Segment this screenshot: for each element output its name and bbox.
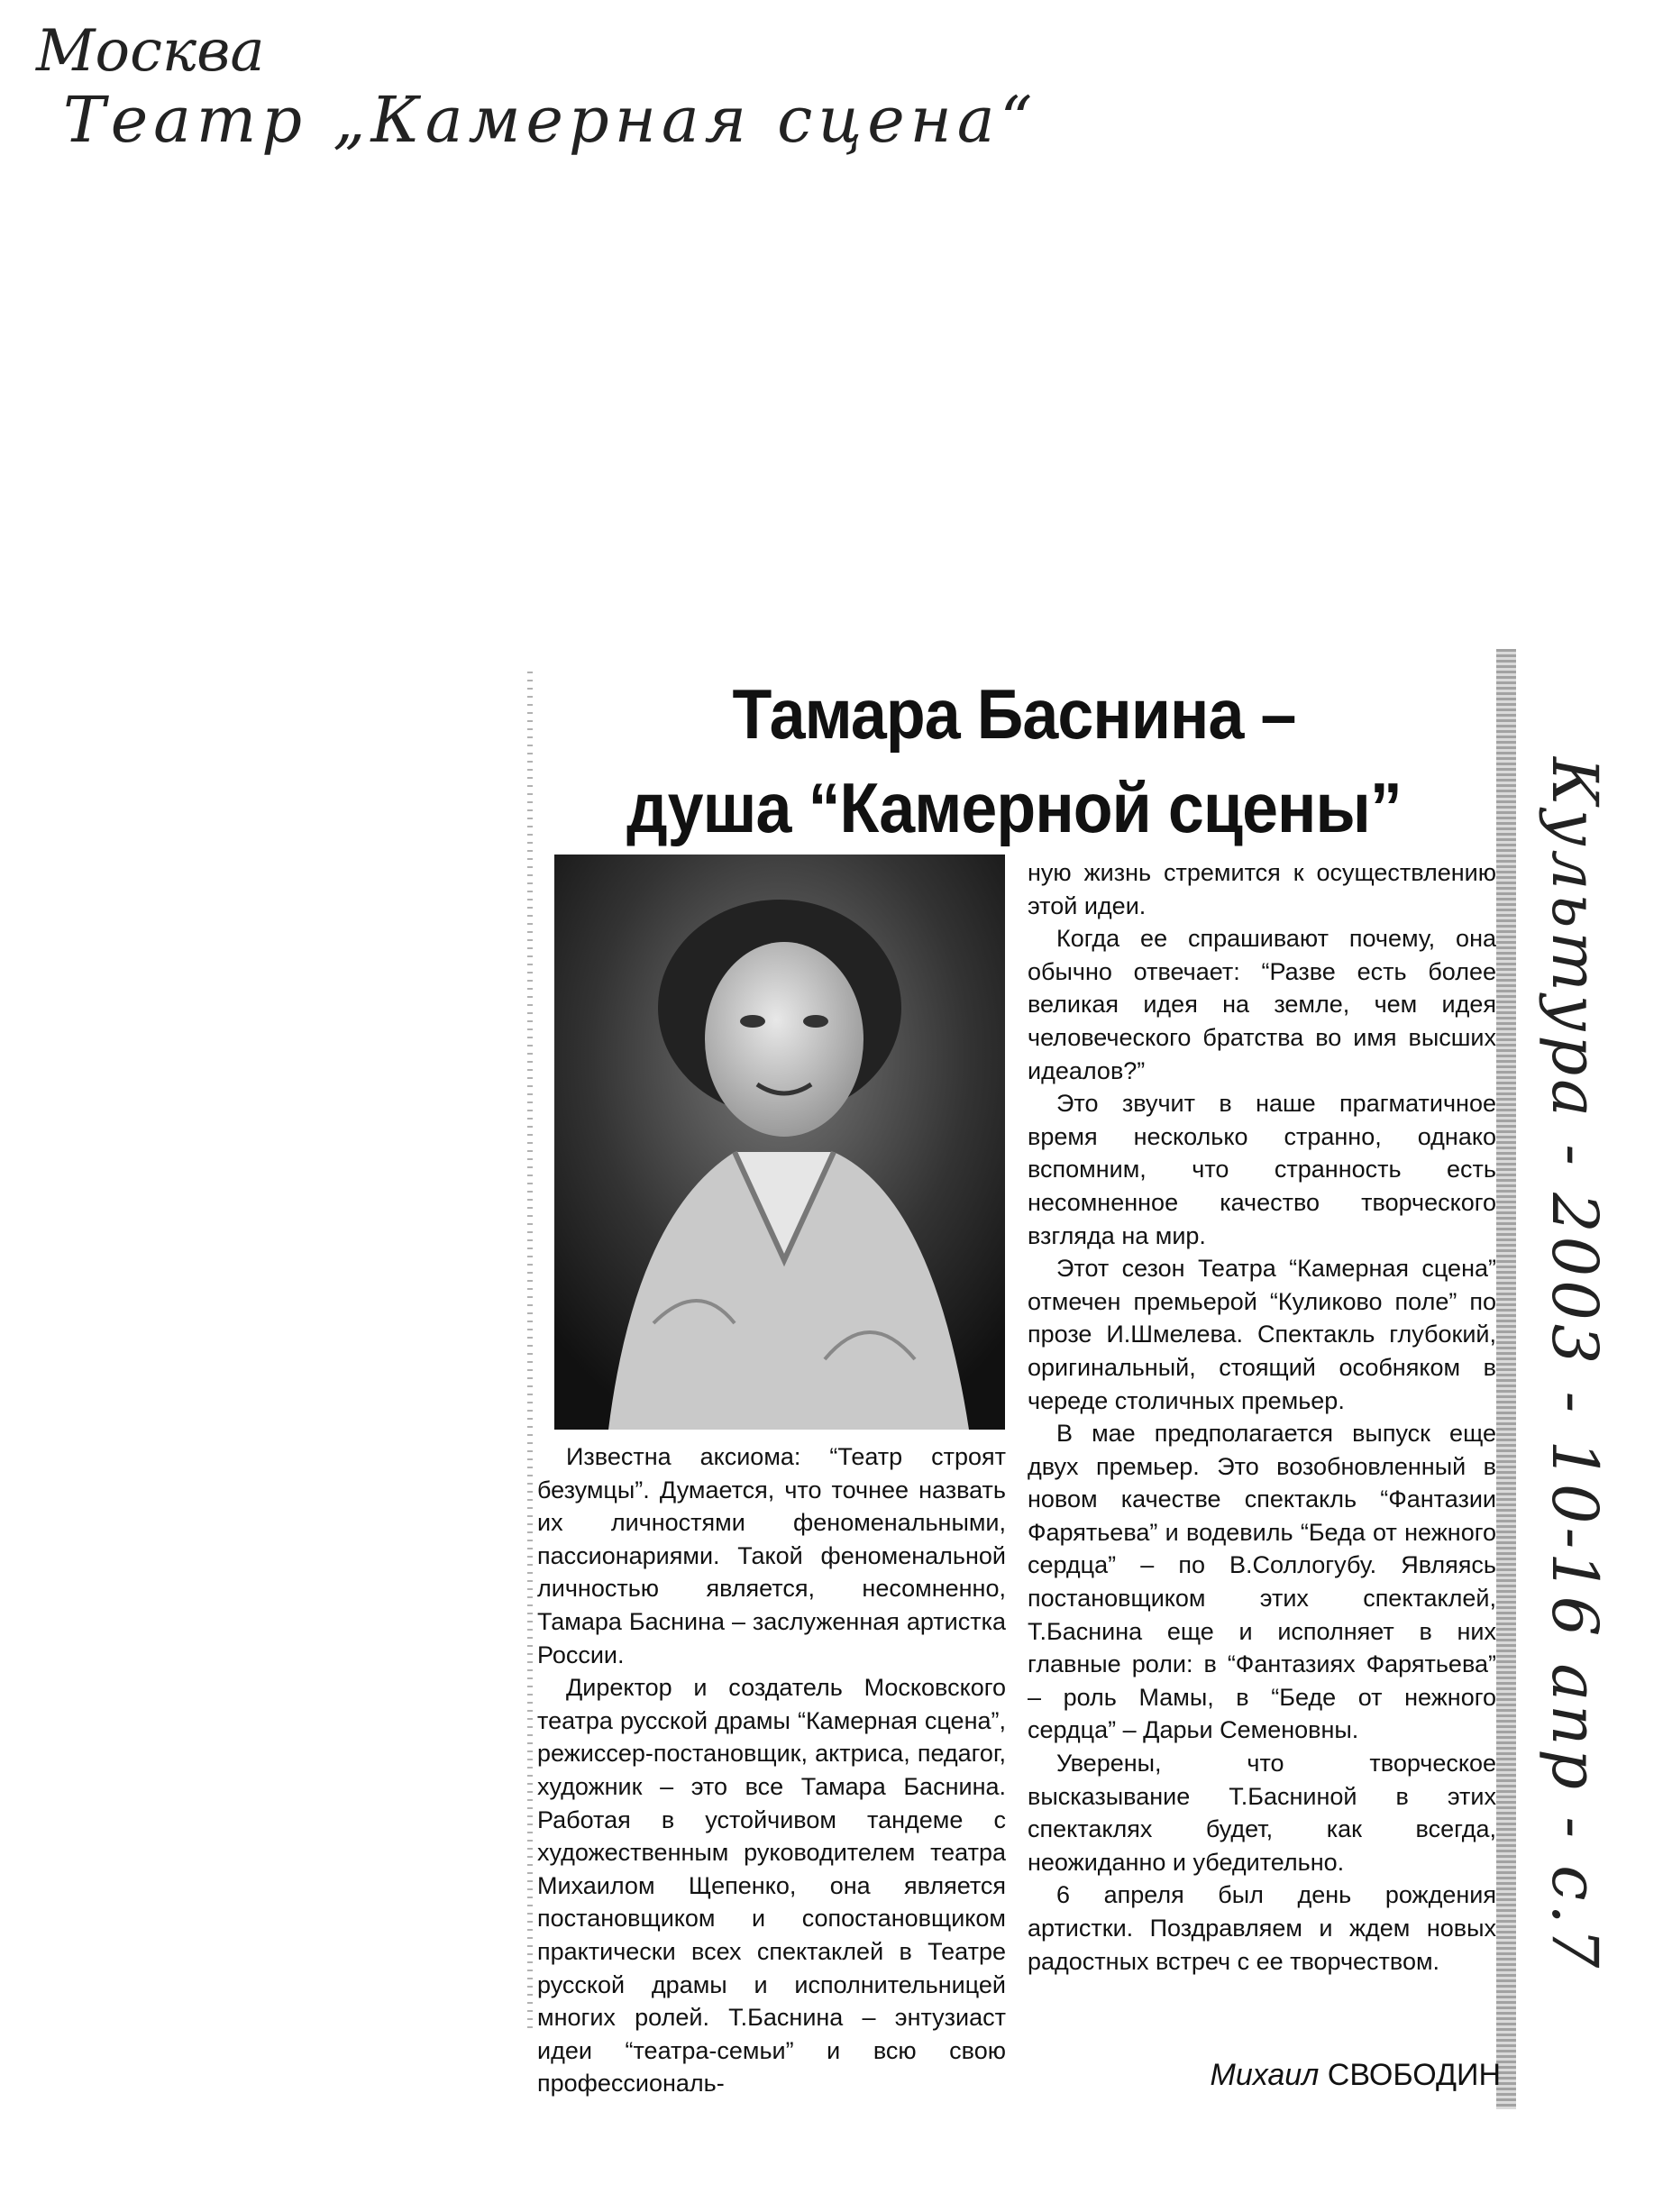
handwritten-note-city: Москва — [36, 18, 265, 85]
paragraph: Известна аксиома: “Театр строят безумцы”. Думается, что точнее назвать их личностями феноменальными, пассионариями. Такой феноменальной личностью является, несомненно, Тамара Баснина – заслуженная артистка России. — [537, 1443, 1006, 1668]
portrait-photo-icon — [554, 855, 1005, 1430]
clipping-edge-left — [527, 672, 533, 2033]
paragraph: В мае предполагается выпуск еще двух премьер. Это возобновленный в новом качестве спектакль “Фантазии Фарятьева” и водевиль “Беда от нежного сердца” – по В.Соллогубу. Являясь постановщиком этих спектаклей, Т.Баснина еще и исполняет в них главные роли: в “Фантазиях Фарятьева” – роль Мамы, в “Беде от нежного сердца” – Дарьи Семеновны. — [1028, 1420, 1496, 1744]
author-first-name: Михаил — [1210, 2058, 1320, 2092]
headline-line-1: Тамара Баснина – — [732, 674, 1296, 754]
handwritten-note-theatre: Театр „Камерная сцена“ — [63, 83, 1038, 157]
paragraph: Когда ее спрашивают почему, она обычно отвечает: “Разве есть более великая идея на земле, чем идея человеческого братства во имя высших идеалов?” — [1028, 925, 1496, 1084]
handwritten-note-source: Культура - 2003 - 10-16 апр - с.7 — [1538, 757, 1612, 1972]
paragraph: Это звучит в наше прагматичное время несколько странно, однако вспомним, что странность есть несомненное качество творческого взгляда на мир. — [1028, 1090, 1496, 1249]
clipping-edge — [1496, 649, 1516, 2109]
author-signature — [1064, 2057, 1501, 2093]
article-column-left — [537, 1440, 1006, 2100]
article-headline — [579, 667, 1449, 855]
paragraph-continuation: ную жизнь стремится к осуществлению этой идеи. — [1028, 859, 1496, 919]
paragraph: Этот сезон Театра “Камерная сцена” отмечен премьерой “Куликово поле” по прозе И.Шмелева. Спектакль глубокий, оригинальный, стоящий особняком в череде столичных премьер. — [1028, 1255, 1496, 1414]
paragraph: Уверены, что творческое высказывание Т.Басниной в этих спектаклях будет, как всегда, неожиданно и убедительно. — [1028, 1750, 1496, 1876]
paragraph: 6 апреля был день рождения артистки. Поздравляем и ждем новых радостных встреч с ее творчеством. — [1028, 1881, 1496, 1975]
article-column-right — [1028, 856, 1496, 1978]
portrait-photo — [554, 855, 1005, 1430]
paragraph: Директор и создатель Московского театра русской драмы “Камерная сцена”, режиссер-постановщик, актриса, педагог, художник – это все Тамара Баснина. Работая в устойчивом тандеме с художественным руководителем театра Михаилом Щепенко, она является постановщиком и сопостановщиком практически всех спектаклей в Театре русской драмы и исполнительницей многих ролей. Т.Баснина – энтузиаст идеи “театра-семьи” и всю свою профессиональ- — [537, 1674, 1006, 2098]
author-last-name: СВОБОДИН — [1327, 2058, 1501, 2092]
headline-line-2: душа “Камерной сцены” — [626, 768, 1402, 847]
